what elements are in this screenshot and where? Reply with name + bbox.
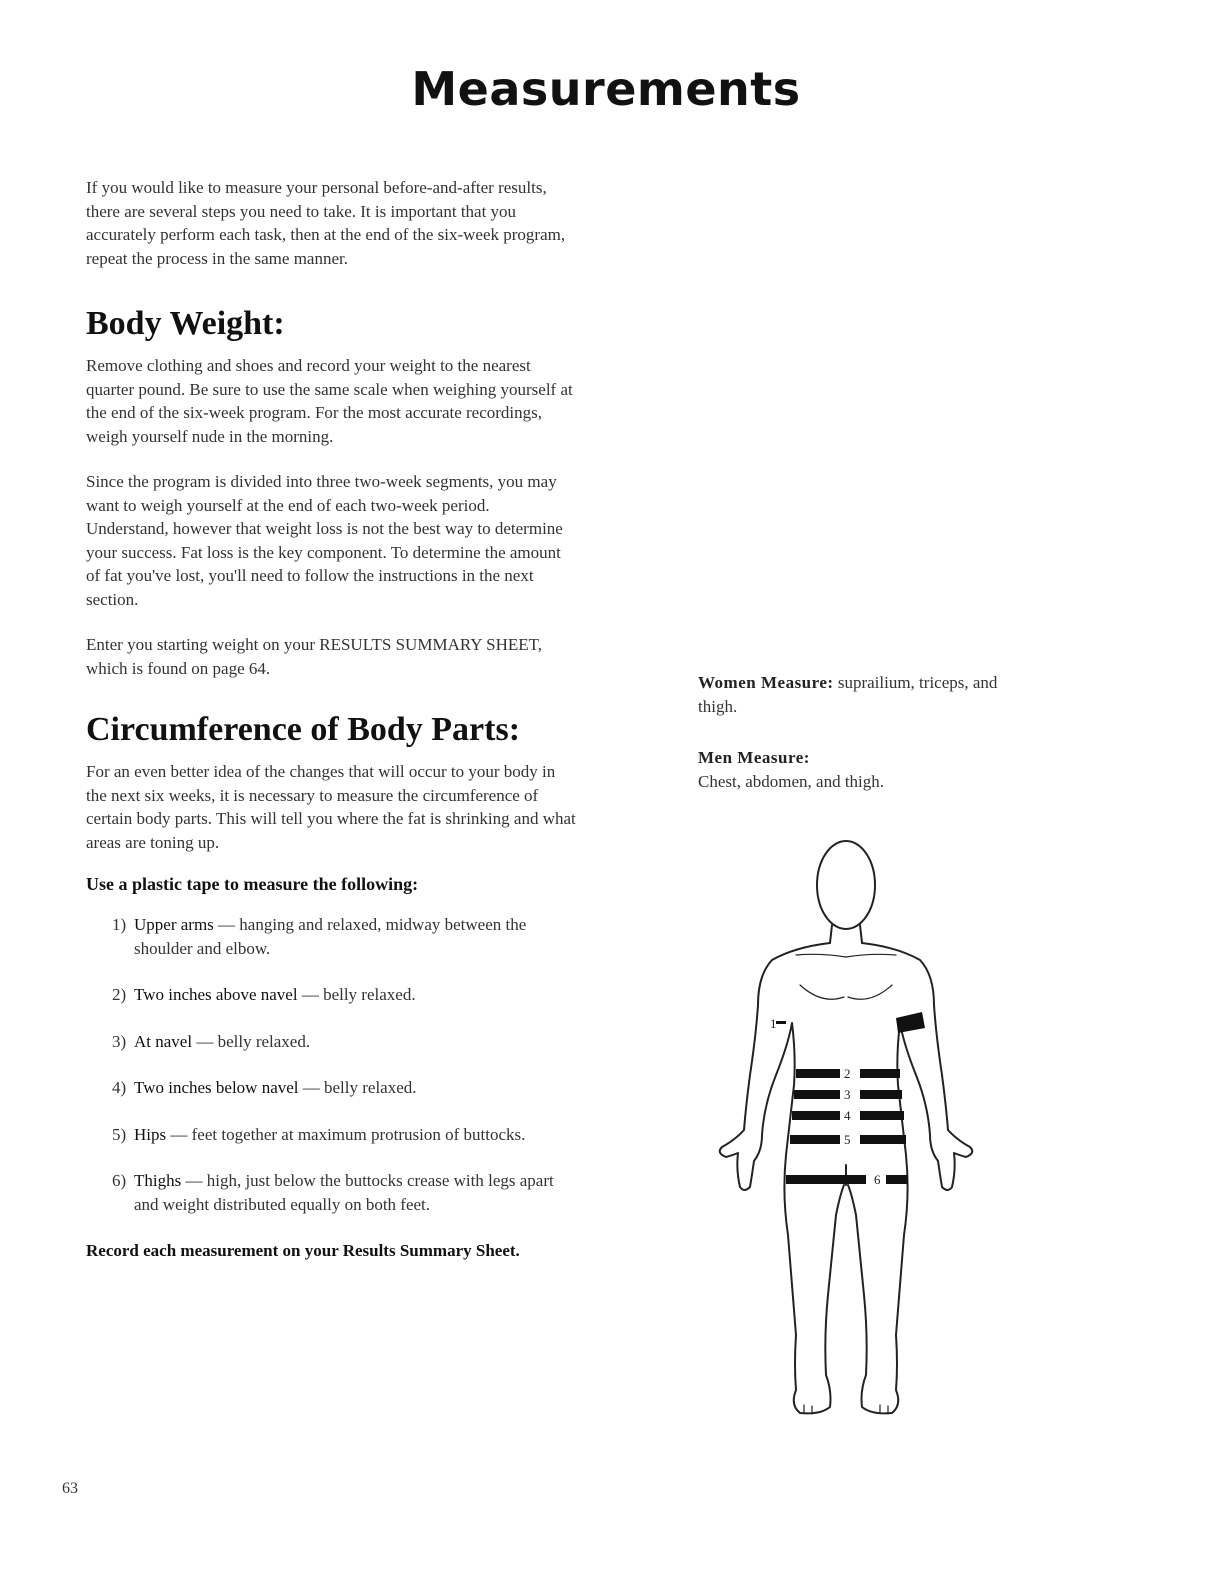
circumference-paragraph: For an even better idea of the changes that will occur to your body in the next six weeks, it is necessary to measure the circumference of certain body parts. This will tell you where the fat is shrinking and what areas are toning up. [86, 762, 576, 852]
figure-label-6: 6 [874, 1172, 881, 1187]
figure-label-1: 1 [770, 1016, 777, 1031]
step-description: high, just below the buttocks crease with legs apart and weight distributed equally on both feet. [134, 1171, 554, 1214]
page-title: Measurements [411, 62, 801, 116]
step-term: Hips [134, 1124, 167, 1144]
step-separator: — [213, 915, 240, 934]
band-4-left [792, 1111, 840, 1120]
list-item [112, 913, 576, 960]
body-weight-paragraph-3: Enter you starting weight on your RESULTS SUMMARY SHEET, which is found on page 64. [86, 635, 543, 678]
step-term: Upper arms [134, 915, 214, 934]
body-outline-illustration [700, 835, 1000, 1420]
band-5-right [860, 1135, 906, 1144]
men-measure-text: Chest, abdomen, and thigh. [698, 771, 885, 791]
step-term: Two inches below navel [134, 1078, 299, 1097]
step-description: belly relaxed. [217, 1031, 311, 1051]
step-separator: — [297, 985, 324, 1004]
band-3-left [794, 1090, 840, 1099]
side-column [698, 671, 998, 793]
figure-label-3: 3 [844, 1087, 851, 1102]
arm-band-right [896, 1012, 925, 1033]
step-separator: — [192, 1031, 218, 1051]
band-2-left [796, 1069, 840, 1078]
step-description: feet together at maximum protrusion of buttocks. [191, 1124, 526, 1144]
men-measure-label: Men Measure: [698, 748, 810, 767]
step-separator: — [298, 1078, 325, 1097]
band-5-left [790, 1135, 840, 1144]
intro-paragraph: If you would like to measure your personal before-and-after results, there are several steps you need to take. It is important that you accurately perform each task, then at the end of the six-week program, repeat the process in the same manner. [86, 178, 566, 268]
step-number: 1) [112, 915, 127, 934]
figure-label-2: 2 [844, 1066, 851, 1081]
figure-label-4: 4 [844, 1108, 851, 1123]
step-term: At navel [134, 1031, 193, 1051]
step-description: hanging and relaxed, midway between the shoulder and elbow. [134, 915, 527, 958]
figure-label-5: 5 [844, 1132, 851, 1147]
body-measurement-figure [700, 835, 1000, 1420]
women-measure-text: suprailium, triceps, and thigh. [698, 673, 998, 716]
band-2-right [860, 1069, 900, 1078]
measurement-steps-list [112, 913, 576, 1216]
list-item [112, 1076, 576, 1100]
step-separator: — [166, 1124, 192, 1144]
step-number: 4) [112, 1078, 127, 1097]
step-number: 5) [112, 1124, 127, 1144]
body-outline [720, 841, 973, 1414]
body-weight-paragraph-2: Since the program is divided into three two-week segments, you may want to weigh yourself at the end of each two-week period. Understand, however that weight loss is not the best way to determine your success. Fat loss is the key component. To determine the amount of fat you've lost, you'll need to follow the instructions in the next section. [86, 472, 563, 609]
band-6-left [786, 1175, 866, 1184]
step-term: Thighs [134, 1171, 182, 1190]
body-weight-paragraph-1: Remove clothing and shoes and record your weight to the nearest quarter pound. Be sure to use the same scale when weighing yourself at the end of the six-week program. For the most accurate recordings, weigh yourself nude in the morning. [86, 356, 573, 446]
step-separator: — [181, 1171, 207, 1190]
step-number: 6) [112, 1171, 127, 1190]
list-item [112, 1030, 576, 1054]
step-term: Two inches above navel [134, 985, 298, 1004]
body-weight-heading: Body Weight: [86, 305, 285, 342]
band-6-right [886, 1175, 908, 1184]
arm-band-left [776, 1021, 786, 1024]
step-number: 3) [112, 1031, 127, 1051]
list-item [112, 1123, 576, 1147]
step-description: belly relaxed. [324, 1078, 417, 1097]
page-number: 63 [62, 1480, 78, 1497]
women-measure-label: Women Measure: [698, 673, 834, 692]
band-3-right [860, 1090, 902, 1099]
step-description: belly relaxed. [323, 985, 416, 1004]
list-item [112, 983, 576, 1007]
circumference-heading: Circumference of Body Parts: [86, 711, 521, 748]
instruction-heading: Use a plastic tape to measure the following: [86, 874, 419, 894]
women-measure [698, 671, 998, 718]
men-measure [698, 746, 998, 793]
step-number: 2) [112, 985, 127, 1004]
record-note: Record each measurement on your Results Summary Sheet. [86, 1241, 520, 1260]
list-item [112, 1169, 576, 1216]
main-column [86, 176, 576, 1262]
band-4-right [860, 1111, 904, 1120]
